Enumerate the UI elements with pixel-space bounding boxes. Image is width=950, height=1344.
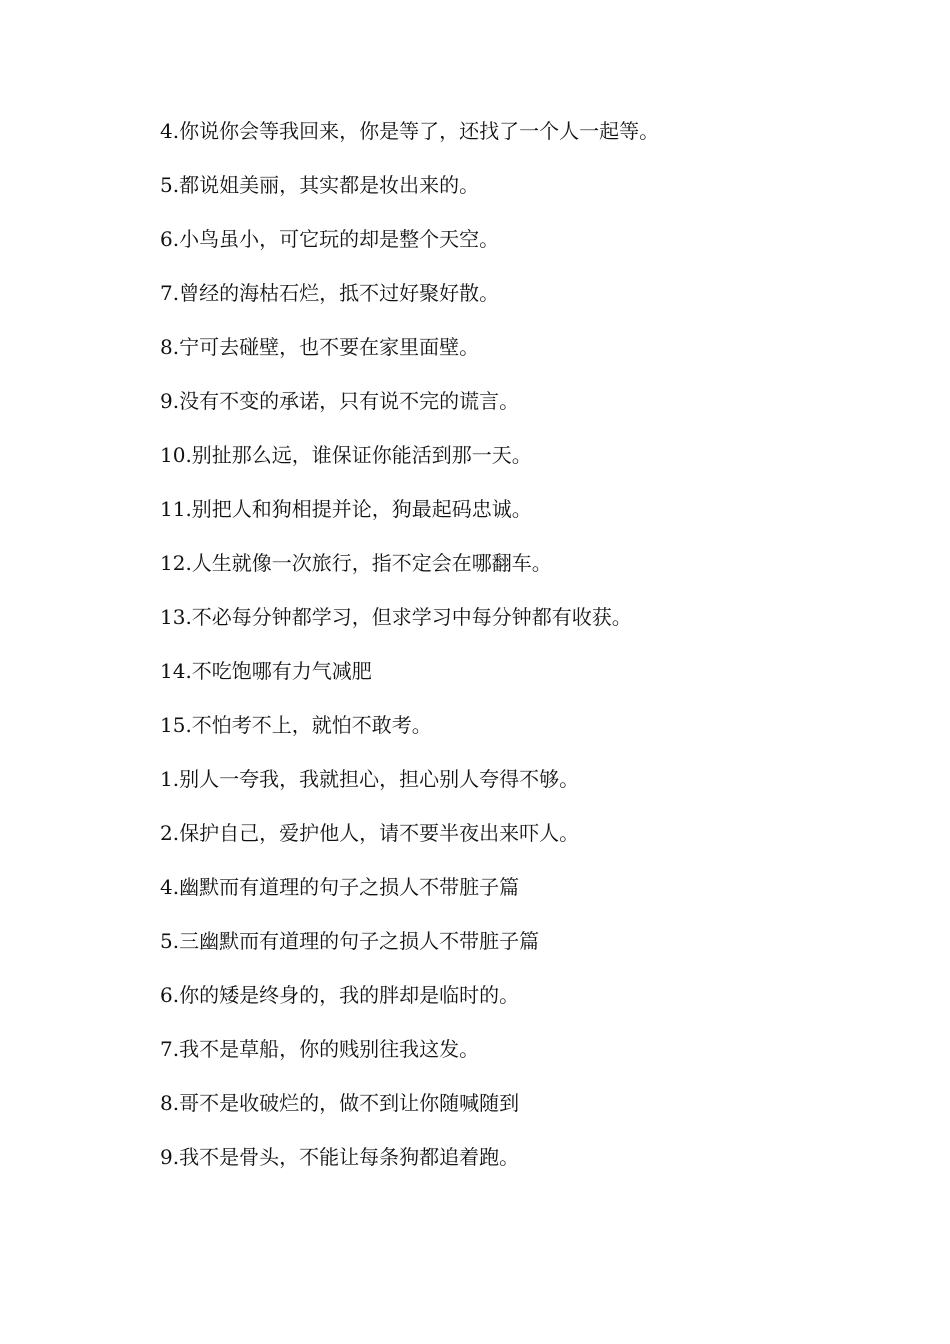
text-line: 4.幽默而有道理的句子之损人不带脏子篇: [160, 875, 520, 899]
text-line: 8.宁可去碰壁，也不要在家里面壁。: [160, 335, 480, 359]
text-line: 7.曾经的海枯石烂，抵不过好聚好散。: [160, 281, 500, 305]
text-line: 9.我不是骨头，不能让每条狗都追着跑。: [160, 1145, 520, 1169]
text-line: 5.三幽默而有道理的句子之损人不带脏子篇: [160, 929, 540, 953]
text-line: 6.你的矮是终身的，我的胖却是临时的。: [160, 983, 520, 1007]
text-line: 5.都说姐美丽，其实都是妆出来的。: [160, 173, 480, 197]
text-line: 13.不必每分钟都学习，但求学习中每分钟都有收获。: [160, 605, 632, 629]
text-line: 10.别扯那么远，谁保证你能活到那一天。: [160, 443, 532, 467]
text-line: 7.我不是草船，你的贱别往我这发。: [160, 1037, 480, 1061]
text-line: 2.保护自己，爱护他人，请不要半夜出来吓人。: [160, 821, 580, 845]
text-line: 15.不怕考不上，就怕不敢考。: [160, 713, 432, 737]
text-body: [160, 113, 900, 1193]
text-line: 9.没有不变的承诺，只有说不完的谎言。: [160, 389, 520, 413]
text-line: 12.人生就像一次旅行，指不定会在哪翻车。: [160, 551, 552, 575]
text-line: 1.别人一夸我，我就担心，担心别人夸得不够。: [160, 767, 580, 791]
text-line: 11.别把人和狗相提并论，狗最起码忠诚。: [160, 497, 532, 521]
text-line: 14.不吃饱哪有力气减肥: [160, 659, 372, 683]
text-line: 4.你说你会等我回来，你是等了，还找了一个人一起等。: [160, 119, 660, 143]
text-line: 6.小鸟虽小，可它玩的却是整个天空。: [160, 227, 500, 251]
text-line: 8.哥不是收破烂的，做不到让你随喊随到: [160, 1091, 520, 1115]
